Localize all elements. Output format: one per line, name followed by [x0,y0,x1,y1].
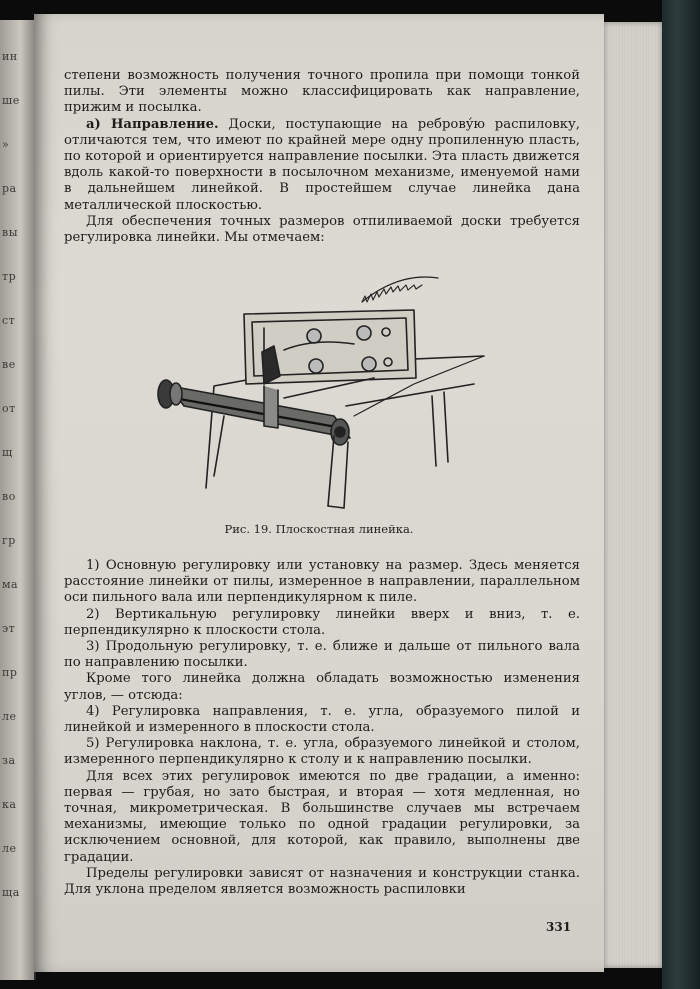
left-page-fragment: ин [2,50,18,63]
left-page-fragment: ма [2,578,19,591]
paragraph: Для обеспечения точных размеров отпиливаемой доски требуется регулировка линейки. Мы отмечаем: [64,213,580,246]
left-page-fragment: ст [2,314,16,327]
page-number: 331 [546,920,572,934]
left-page-fragment: щ [2,446,13,459]
left-page-fragment: во [2,490,16,503]
left-page-fragment: ра [2,182,17,195]
paragraph: 2) Вертикальную регулировку линейки вверх и вниз, т. е. перпендикулярно к плоскости стола. [64,606,580,638]
section-heading: а) Направление. [86,116,219,132]
page-edges [604,22,662,968]
paragraph: Кроме того линейка должна обладать возможностью изменения углов, — отсюда: [64,671,580,703]
figure-caption: Рис. 19. Плоскостная линейка. [224,522,414,536]
book-cover [662,0,700,989]
left-page-fragment: пр [2,666,18,679]
left-page-fragment: ща [2,886,20,899]
left-page-fragment: тр [2,270,17,283]
left-page-fragment: ле [2,710,17,723]
left-page-fragment: вы [2,226,18,239]
left-page-fragment: » [2,138,10,151]
left-page-fragment: ле [2,842,17,855]
left-page-fragment: гр [2,534,16,547]
left-page-fragment: ше [2,94,20,107]
text-bottom [64,558,580,898]
paragraph: Пределы регулировки зависят от назначения и конструкции станка. Для уклона пределом является возможность распиловки [64,865,580,898]
paragraph: 4) Регулировка направления, т. е. угла, образуемого пилой и линейкой и измеренного в плоскости стола. [64,703,580,736]
left-page-fragment: ве [2,358,16,371]
paragraph-text: Доски, поступающие на реброву́ю распиловку, отличаются тем, что имеют по крайней мере одну пропиленную пласть, по которой и ориентируется направление посылки. Эта пласть движется вдоль какой-то поверхности в посылочном механизме, именуемой нами в дальнейшем линейкой. В простейшем случае линейка дана металлической плоскостью. [64,116,580,213]
left-page-fragment: от [2,402,16,415]
paragraph: 1) Основную регулировку или установку на размер. Здесь меняется расстояние линейки от пилы, измеренное в направлении, параллельном оси пильного вала или перпендикулярном к пиле. [64,558,580,606]
paragraph [64,117,580,214]
book-page [34,14,604,972]
left-page-edge [0,20,36,980]
paragraph: степени возможность получения точного пропила при помощи тонкой пилы. Эти элементы можно классифицировать как направление, прижим и посылка. [64,68,580,116]
paragraph: 3) Продольную регулировку, т. е. ближе и дальше от пильного вала по направлению посылки. [64,639,580,671]
figure-plane-fence [114,266,534,516]
left-page-fragment: ка [2,798,17,811]
left-page-fragment: эт [2,622,16,635]
left-page-fragment: за [2,754,16,767]
paragraph: 5) Регулировка наклона, т. е. угла, образуемого линейкой и столом, измеренного перпендикулярно к столу и к направлению посылки. [64,736,580,768]
paragraph: Для всех этих регулировок имеются по две градации, а именно: первая — грубая, но зато быстрая, и вторая — хотя медленная, но точная, микрометрическая. В большинстве случаев мы встречаем механизмы, имеющие только по одной градации регулировки, за исключением основной, для которой, как правило, выполнены две градации. [64,768,580,865]
text-top [64,68,580,246]
